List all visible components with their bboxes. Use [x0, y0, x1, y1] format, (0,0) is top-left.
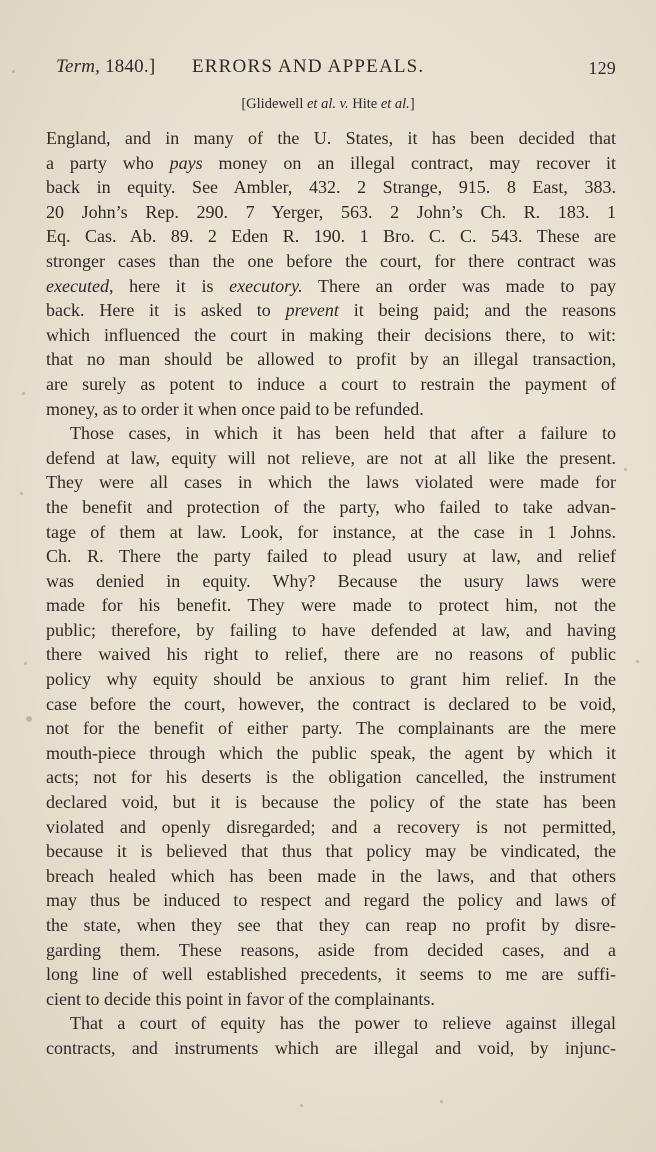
text-segment: back in equity. See Ambler, 432. 2 Strange, 915. 8 East, 383.	[46, 177, 616, 198]
text-segment: There an order was made to pay	[302, 275, 616, 296]
italic-text: prevent	[285, 300, 339, 321]
paper-speck	[12, 70, 15, 73]
text-segment: the benefit and protection of the party, who failed to take advan-	[46, 496, 616, 517]
text-line	[46, 224, 616, 249]
text-line	[46, 397, 616, 422]
text-line	[46, 1011, 616, 1036]
text-line	[46, 544, 616, 569]
text-line	[46, 421, 616, 446]
text-line	[46, 987, 616, 1012]
text-segment: tage of them at law. Look, for instance, at the case in 1 Johns.	[46, 521, 616, 542]
text-segment: Ch. R. There the party failed to plead usury at law, and relief	[46, 546, 616, 567]
text-line	[46, 667, 616, 692]
page-number: 129	[588, 58, 616, 78]
text-line	[46, 913, 616, 938]
text-segment: here it is	[113, 275, 230, 296]
text-segment: England, and in many of the U. States, it has been decided that	[46, 128, 616, 148]
text-segment: public; therefore, by failing to have defended at law, and having	[46, 619, 616, 640]
text-segment: there waived his right to relief, there are no reasons of public	[46, 644, 616, 665]
text-segment: 20 John’s Rep. 290. 7 Yerger, 563. 2 John’s Ch. R. 183. 1	[46, 201, 616, 222]
paper-speck	[624, 468, 627, 471]
text-line	[46, 200, 616, 225]
text-segment: garding them. These reasons, aside from decided cases, and a	[46, 939, 616, 960]
text-segment: violated and openly disregarded; and a recovery is not permitted,	[46, 816, 616, 837]
text-line	[46, 839, 616, 864]
citation-hite: Hite	[348, 96, 381, 112]
paper-speck	[26, 716, 32, 722]
text-segment: are surely as potent to induce a court to restrain the payment of	[46, 373, 616, 394]
text-line	[46, 520, 616, 545]
text-line	[46, 790, 616, 815]
running-header	[56, 56, 616, 84]
citation-close: ]	[409, 96, 415, 112]
text-line	[46, 298, 616, 323]
text-segment: That a court of equity has the power to relieve against illegal	[70, 1013, 616, 1034]
text-line	[46, 642, 616, 667]
citation-et-al-2: et al.	[380, 96, 410, 112]
text-line	[46, 372, 616, 397]
text-line	[46, 495, 616, 520]
text-line	[46, 175, 616, 200]
text-line	[46, 888, 616, 913]
text-segment: cient to decide this point in favor of the complainants.	[46, 988, 435, 1009]
paper-speck	[636, 660, 639, 663]
body-text	[46, 126, 616, 1061]
citation-et-al-1: et al. v.	[306, 96, 349, 112]
italic-text: executory.	[229, 275, 303, 296]
paper-speck	[300, 1104, 303, 1107]
header-term	[56, 56, 155, 78]
text-line	[46, 470, 616, 495]
text-line	[46, 593, 616, 618]
header-year: 1840.]	[100, 56, 156, 77]
text-line	[46, 815, 616, 840]
header-title: ERRORS AND APPEALS.	[192, 56, 425, 77]
text-line	[46, 938, 616, 963]
text-line	[46, 249, 616, 274]
text-segment: Eq. Cas. Ab. 89. 2 Eden R. 190. 1 Bro. C. C. 543. These are	[46, 226, 616, 247]
text-segment: case before the court, however, the contract is declared to be void,	[46, 693, 616, 714]
text-segment: the state, when they see that they can reap no profit by disre-	[46, 915, 616, 935]
text-segment: They were all cases in which the laws violated were made for	[46, 472, 616, 493]
text-segment: a party who	[46, 152, 170, 173]
text-segment: may thus be induced to respect and regard the policy and laws of	[46, 890, 616, 911]
text-line	[46, 446, 616, 471]
text-segment: was denied in equity. Why? Because the usury laws were	[46, 570, 616, 591]
text-line	[46, 151, 616, 176]
text-segment: defend at law, equity will not relieve, are not at all like the present.	[46, 447, 616, 468]
text-line	[46, 741, 616, 766]
paper-speck	[440, 1100, 443, 1103]
citation-open: [Glidewell	[241, 96, 307, 112]
text-line	[46, 618, 616, 643]
text-segment: policy why equity should be anxious to grant him relief. In the	[46, 669, 616, 690]
italic-text: pays	[169, 152, 203, 173]
text-segment: because it is believed that thus that policy may be vindicated, the	[46, 841, 616, 862]
text-segment: breach healed which has been made in the laws, and that others	[46, 865, 616, 886]
text-segment: money on an illegal contract, may recover it	[202, 152, 616, 173]
text-segment: it being paid; and the reasons	[338, 300, 616, 321]
header-term-word: Term,	[56, 56, 101, 77]
text-segment: Those cases, in which it has been held that after a failure to	[70, 423, 616, 444]
text-segment: long line of well established precedents, it seems to me are suffi-	[46, 964, 616, 985]
text-line	[46, 692, 616, 717]
text-line	[46, 962, 616, 987]
text-line	[46, 1036, 616, 1061]
text-segment: back. Here it is asked to	[46, 300, 286, 321]
text-segment: which influenced the court in making their decisions there, to wit:	[46, 324, 616, 345]
paper-speck	[20, 492, 23, 495]
text-segment: not for the benefit of either party. The complainants are the mere	[46, 718, 616, 739]
text-line	[46, 274, 616, 299]
paper-speck	[24, 662, 27, 665]
text-segment: money, as to order it when once paid to be refunded.	[46, 398, 424, 419]
text-segment: acts; not for his deserts is the obligation cancelled, the instrument	[46, 767, 616, 788]
text-line	[46, 323, 616, 348]
text-line	[46, 864, 616, 889]
case-citation	[0, 96, 656, 113]
text-segment: stronger cases than the one before the court, for there contract was	[46, 250, 616, 271]
text-segment: that no man should be allowed to profit by an illegal transaction,	[46, 349, 616, 370]
paper-speck	[22, 392, 25, 395]
text-line	[46, 716, 616, 741]
text-line	[46, 126, 616, 151]
text-segment: made for his benefit. They were made to protect him, not the	[46, 595, 616, 616]
text-segment: declared void, but it is because the policy of the state has been	[46, 792, 616, 813]
text-line	[46, 347, 616, 372]
italic-text: executed,	[46, 275, 114, 296]
text-segment: mouth-piece through which the public speak, the agent by which it	[46, 742, 616, 763]
text-segment: contracts, and instruments which are illegal and void, by injunc-	[46, 1037, 616, 1058]
text-line	[46, 765, 616, 790]
text-line	[46, 569, 616, 594]
